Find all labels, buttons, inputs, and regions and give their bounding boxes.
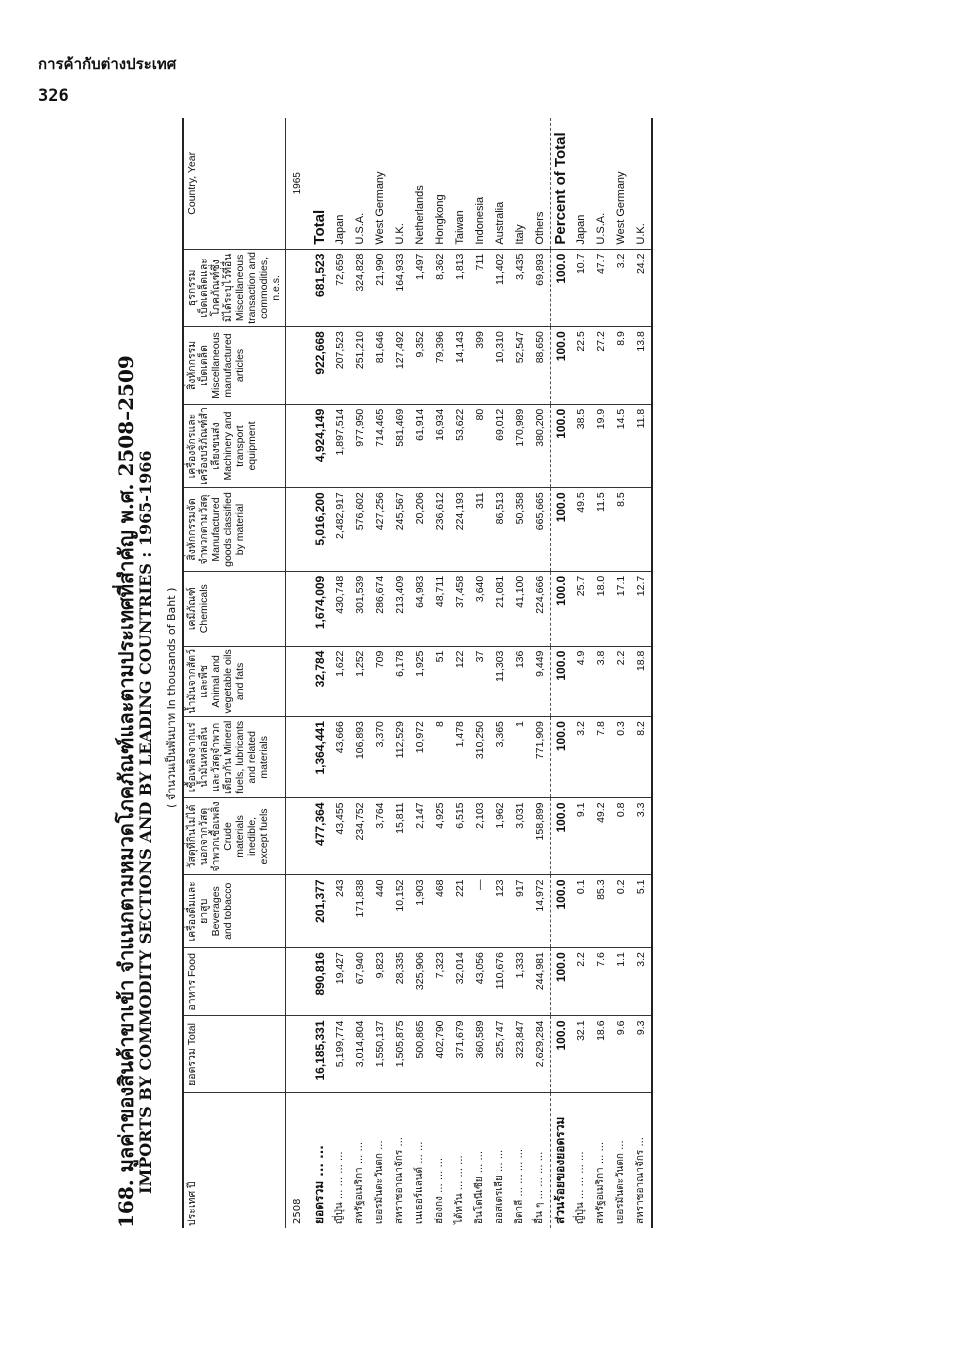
- table-cell: 18.8: [631, 646, 652, 717]
- table-row: [330, 118, 350, 1228]
- table-cell: 213,409: [390, 571, 410, 646]
- table-cell: 41,100: [510, 571, 530, 646]
- table-cell: 69,893: [530, 249, 551, 327]
- table-cell: 18.0: [591, 571, 611, 646]
- table-cell: 1: [510, 717, 530, 798]
- table-cell: 3,764: [370, 798, 390, 875]
- table-cell: 917: [510, 875, 530, 948]
- table-cell: 2.2: [571, 948, 591, 1016]
- table-cell: 19.9: [591, 404, 611, 488]
- table-cell: 43,666: [330, 717, 350, 798]
- row-label-en: Percent of Total: [550, 118, 571, 249]
- table-cell: 21,990: [370, 249, 390, 327]
- table-cell: 110,676: [490, 948, 510, 1016]
- table-cell: 10,152: [390, 875, 410, 948]
- table-cell: 9.3: [631, 1016, 652, 1093]
- table-cell: 9.6: [611, 1016, 631, 1093]
- col-header-food: อาหาร Food: [183, 948, 285, 1016]
- table-cell: 714,465: [370, 404, 390, 488]
- table-cell: 207,523: [330, 327, 350, 405]
- table-cell: 38.5: [571, 404, 591, 488]
- table-cell: 402,790: [430, 1016, 450, 1093]
- table-cell: 311: [470, 488, 490, 572]
- row-label-th: สหรัฐอเมริกา ... ...: [354, 1141, 365, 1224]
- table-cell: 10.7: [571, 249, 591, 327]
- table-cell: 32.1: [571, 1016, 591, 1093]
- table-cell: 171,838: [350, 875, 370, 948]
- table-cell: 51: [430, 646, 450, 717]
- table-row: [510, 118, 530, 1228]
- table-cell: 5.1: [631, 875, 652, 948]
- table-cell: 100.0: [550, 875, 571, 948]
- table-cell: 360,589: [470, 1016, 490, 1093]
- row-label-en: U.K.: [631, 118, 652, 249]
- col-header-country-en: Country, Year: [183, 118, 285, 249]
- table-cell: 1,622: [330, 646, 350, 717]
- row-label-th: สหราชอาณาจักร ...: [631, 1093, 652, 1228]
- table-cell: 325,747: [490, 1016, 510, 1093]
- table-cell: 18.6: [591, 1016, 611, 1093]
- table-cell: 665,665: [530, 488, 551, 572]
- table-cell: 136: [510, 646, 530, 717]
- table-cell: 1,478: [450, 717, 470, 798]
- table-cell: 0.1: [571, 875, 591, 948]
- table-cell: 100.0: [550, 717, 571, 798]
- table-cell: 3,031: [510, 798, 530, 875]
- page-section-title: การค้ากับต่างประเทศ: [38, 55, 177, 73]
- table-cell: 100.0: [550, 948, 571, 1016]
- table-cell: 80: [470, 404, 490, 488]
- table-cell: 4,925: [430, 798, 450, 875]
- table-cell: 27.2: [591, 327, 611, 405]
- table-cell: 100.0: [550, 571, 571, 646]
- table-cell: 47.7: [591, 249, 611, 327]
- rotated-table-sheet: [110, 118, 900, 1228]
- table-cell: 3.3: [631, 798, 652, 875]
- table-cell: 922,668: [310, 327, 330, 405]
- table-title-english: IMPORTS BY COMMODITY SECTIONS AND BY LEADING COUNTRIES : 1965-1966: [136, 450, 155, 1194]
- table-cell: 53,622: [450, 404, 470, 488]
- table-row: [430, 118, 450, 1228]
- table-cell: 19,427: [330, 948, 350, 1016]
- row-label-en: Total: [310, 118, 330, 249]
- table-cell: 1,897,514: [330, 404, 350, 488]
- row-label-th: เยอรมันตะวันตก ...: [615, 1140, 626, 1224]
- table-cell: 16,934: [430, 404, 450, 488]
- row-label-en: Japan: [571, 118, 591, 249]
- row-label-en: U.S.A.: [591, 118, 611, 249]
- table-row: [490, 118, 510, 1228]
- table-cell: 100.0: [550, 798, 571, 875]
- table-cell: 234,752: [350, 798, 370, 875]
- table-cell: 49.2: [591, 798, 611, 875]
- table-cell: 1,333: [510, 948, 530, 1016]
- row-label-en: Others: [530, 118, 551, 249]
- table-cell: 6,515: [450, 798, 470, 875]
- table-cell: 32,014: [450, 948, 470, 1016]
- imports-table: [182, 118, 653, 1228]
- table-row: [310, 118, 330, 1228]
- table-cell: 251,210: [350, 327, 370, 405]
- col-header-misc-transactions: ธุรกรรมเบ็ดเตล็ดและโภคภัณฑ์ซึ่งมิได้ระบุไว้ที่อื่น Miscellaneous transaction and commodities, n.e.s.: [183, 249, 285, 327]
- row-label-th: อื่น ๆ ... ... ... ...: [534, 1151, 545, 1224]
- table-row: [350, 118, 370, 1228]
- table-cell: 3.2: [631, 948, 652, 1016]
- table-cell: 2,147: [410, 798, 430, 875]
- table-cell: 52,547: [510, 327, 530, 405]
- year-label-en: 1965: [285, 118, 310, 249]
- table-cell: 380,200: [530, 404, 551, 488]
- table-cell: 323,847: [510, 1016, 530, 1093]
- table-cell: 14.5: [611, 404, 631, 488]
- table-cell: 11.8: [631, 404, 652, 488]
- table-cell: 14,143: [450, 327, 470, 405]
- table-cell: 17.1: [611, 571, 631, 646]
- table-cell: 243: [330, 875, 350, 948]
- table-cell: 3,014,804: [350, 1016, 370, 1093]
- col-header-manufactured-goods: สิ่งหักกรรมจัดจำพวกตามวัสดุ Manufactured goods classified by material: [183, 488, 285, 572]
- table-cell: 32,784: [310, 646, 330, 717]
- table-cell: 5,016,200: [310, 488, 330, 572]
- table-cell: 164,933: [390, 249, 410, 327]
- row-label-en: West Germany: [611, 118, 631, 249]
- header-row: [183, 118, 285, 1228]
- table-cell: 72,659: [330, 249, 350, 327]
- row-label-th: สหรัฐอเมริกา ... ...: [595, 1141, 606, 1224]
- table-cell: 236,612: [430, 488, 450, 572]
- table-cell: 371,679: [450, 1016, 470, 1093]
- table-cell: 127,492: [390, 327, 410, 405]
- table-cell: 2,482,917: [330, 488, 350, 572]
- table-cell: 24.2: [631, 249, 652, 327]
- table-cell: 427,256: [370, 488, 390, 572]
- table-title-thai: 168. มูลค่าของสินค้าขาเข้า จำแนกตามหมวดโภคภัณฑ์และตามประเทศที่สำคัญ พ.ศ. 2508–2509: [114, 355, 138, 1228]
- table-cell: 2,103: [470, 798, 490, 875]
- table-cell: 6,178: [390, 646, 410, 717]
- table-cell: 681,523: [310, 249, 330, 327]
- table-cell: 22.5: [571, 327, 591, 405]
- row-label-th: อินโดนีเซีย ... ...: [474, 1150, 485, 1224]
- table-cell: 43,056: [470, 948, 490, 1016]
- table-cell: 16,185,331: [310, 1016, 330, 1093]
- table-cell: 0.8: [611, 798, 631, 875]
- table-cell: 100.0: [550, 646, 571, 717]
- table-cell: 11.5: [591, 488, 611, 572]
- table-cell: 4.9: [571, 646, 591, 717]
- table-row: [550, 118, 571, 1228]
- table-cell: 11,303: [490, 646, 510, 717]
- table-cell: 1,550,137: [370, 1016, 390, 1093]
- table-cell: 9,823: [370, 948, 390, 1016]
- table-cell: 468: [430, 875, 450, 948]
- table-row: [591, 118, 611, 1228]
- table-cell: 0.3: [611, 717, 631, 798]
- row-label-en: Italy: [510, 118, 530, 249]
- table-cell: —: [470, 875, 490, 948]
- table-cell: 49.5: [571, 488, 591, 572]
- col-header-crude-materials: วัสดุที่กินไม่ได้ นอกจากวัสดุจำพวกเชื้อเพลิง Crude materials inedible, except fuels: [183, 798, 285, 875]
- table-cell: 37: [470, 646, 490, 717]
- table-cell: 100.0: [550, 249, 571, 327]
- table-row: [370, 118, 390, 1228]
- col-header-total: ยอดรวม Total: [183, 1016, 285, 1093]
- table-row: [470, 118, 490, 1228]
- table-cell: 8.2: [631, 717, 652, 798]
- table-cell: 88,650: [530, 327, 551, 405]
- table-cell: 1,252: [350, 646, 370, 717]
- table-cell: 100.0: [550, 327, 571, 405]
- table-cell: 3.2: [571, 717, 591, 798]
- table-cell: 100.0: [550, 1016, 571, 1093]
- year-row: [285, 118, 310, 1228]
- table-cell: 224,666: [530, 571, 551, 646]
- row-label-en: U.S.A.: [350, 118, 370, 249]
- table-cell: 3,370: [370, 717, 390, 798]
- table-cell: 399: [470, 327, 490, 405]
- row-label-th: ยอดรวม ... ...: [312, 1145, 326, 1224]
- table-cell: 224,193: [450, 488, 470, 572]
- table-cell: 3,365: [490, 717, 510, 798]
- row-label-en: Japan: [330, 118, 350, 249]
- row-label-en: Taiwan: [450, 118, 470, 249]
- table-cell: 50,358: [510, 488, 530, 572]
- table-cell: 890,816: [310, 948, 330, 1016]
- table-cell: 1,813: [450, 249, 470, 327]
- table-cell: 7.8: [591, 717, 611, 798]
- table-cell: 9,449: [530, 646, 551, 717]
- table-cell: 48,711: [430, 571, 450, 646]
- col-header-country-th: ประเทศ ปี: [183, 1093, 285, 1228]
- table-cell: 1,925: [410, 646, 430, 717]
- table-cell: 85.3: [591, 875, 611, 948]
- table-cell: 1,364,441: [310, 717, 330, 798]
- table-row: [410, 118, 430, 1228]
- table-cell: 3,435: [510, 249, 530, 327]
- row-label-en: Netherlands: [410, 118, 430, 249]
- row-label-en: Australia: [490, 118, 510, 249]
- table-cell: 301,539: [350, 571, 370, 646]
- table-row: [571, 118, 591, 1228]
- table-cell: 81,646: [370, 327, 390, 405]
- row-label-th: ญี่ปุ่น ... ... ... ...: [334, 1151, 345, 1224]
- table-cell: 1,505,875: [390, 1016, 410, 1093]
- table-cell: 13.8: [631, 327, 652, 405]
- table-cell: 9,352: [410, 327, 430, 405]
- table-cell: 170,989: [510, 404, 530, 488]
- table-cell: 9.1: [571, 798, 591, 875]
- table-cell: 25.7: [571, 571, 591, 646]
- table-cell: 500,865: [410, 1016, 430, 1093]
- table-cell: 61,914: [410, 404, 430, 488]
- table-cell: 15,811: [390, 798, 410, 875]
- row-label-en: Hongkong: [430, 118, 450, 249]
- table-cell: 37,458: [450, 571, 470, 646]
- table-cell: 2.2: [611, 646, 631, 717]
- table-cell: 10,310: [490, 327, 510, 405]
- table-row: [530, 118, 551, 1228]
- col-header-chemicals: เคมีภัณฑ์ Chemicals: [183, 571, 285, 646]
- table-cell: 106,893: [350, 717, 370, 798]
- col-header-beverages: เครื่องดื่มและยาสูบ Beverages and tobacco: [183, 875, 285, 948]
- table-cell: 581,469: [390, 404, 410, 488]
- table-cell: 28,335: [390, 948, 410, 1016]
- table-cell: 711: [470, 249, 490, 327]
- table-cell: 86,513: [490, 488, 510, 572]
- table-cell: 12.7: [631, 571, 652, 646]
- table-cell: 8.9: [611, 327, 631, 405]
- table-cell: 477,364: [310, 798, 330, 875]
- table-cell: 4,924,149: [310, 404, 330, 488]
- table-cell: 5,199,774: [330, 1016, 350, 1093]
- table-cell: 14,972: [530, 875, 551, 948]
- unit-note: ( จำนวนเป็นพันบาท In thousands of Baht ): [165, 587, 178, 808]
- table-cell: 158,899: [530, 798, 551, 875]
- table-cell: 576,602: [350, 488, 370, 572]
- table-cell: 8.5: [611, 488, 631, 572]
- table-cell: 69,012: [490, 404, 510, 488]
- table-cell: 325,906: [410, 948, 430, 1016]
- col-header-machinery: เครื่องจักรและเครื่องบริภัณฑ์สำเลียงขนส่ง Machinery and transport equipment: [183, 404, 285, 488]
- row-label-en: West Germany: [370, 118, 390, 249]
- table-cell: 3.2: [611, 249, 631, 327]
- table-cell: 286,674: [370, 571, 390, 646]
- table-cell: 245,567: [390, 488, 410, 572]
- table-cell: 11,402: [490, 249, 510, 327]
- table-cell: 201,377: [310, 875, 330, 948]
- col-header-misc-articles: สิ่งหักกรรมเบ็ดเตล็ด Miscellaneous manufactured articles: [183, 327, 285, 405]
- row-label-th: ไต้หวัน ... ... ...: [454, 1155, 465, 1224]
- table-cell: 8: [430, 717, 450, 798]
- table-cell: 64,983: [410, 571, 430, 646]
- table-cell: 430,748: [330, 571, 350, 646]
- row-label-th: ส่วนร้อยของยอดรวม: [550, 1093, 571, 1228]
- table-cell: 122: [450, 646, 470, 717]
- table-cell: 8,362: [430, 249, 450, 327]
- table-cell: 1,962: [490, 798, 510, 875]
- row-label-th: ฮ่องกง ... ... ...: [434, 1157, 445, 1224]
- table-cell: 244,981: [530, 948, 551, 1016]
- row-label-th: ญี่ปุ่น ... ... ... ...: [575, 1151, 586, 1224]
- row-label-en: Indonesia: [470, 118, 490, 249]
- table-row: [611, 118, 631, 1228]
- table-cell: [631, 488, 652, 572]
- row-label-th: ออสเตรเลีย ... ...: [494, 1149, 505, 1224]
- table-cell: 21,081: [490, 571, 510, 646]
- table-row: [390, 118, 410, 1228]
- table-cell: 2,629,284: [530, 1016, 551, 1093]
- row-label-th: เนเธอร์แลนด์ ... ...: [414, 1141, 425, 1224]
- table-cell: 7,323: [430, 948, 450, 1016]
- col-header-mineral-fuels: เชื้อเพลิงจากแร่ น้ำมันหล่อลื่น และวัสดุจำพวกเดียวกัน Mineral fuels, lubricants and related materials: [183, 717, 285, 798]
- table-cell: 100.0: [550, 404, 571, 488]
- table-cell: 1.1: [611, 948, 631, 1016]
- col-header-oils-fats: น้ำมันจากสัตว์และพืช Animal and vegetable oils and fats: [183, 646, 285, 717]
- table-row: [450, 118, 470, 1228]
- row-label-en: U.K.: [390, 118, 410, 249]
- table-cell: 123: [490, 875, 510, 948]
- table-cell: 112,529: [390, 717, 410, 798]
- table-cell: 709: [370, 646, 390, 717]
- table-cell: 221: [450, 875, 470, 948]
- table-cell: 10,972: [410, 717, 430, 798]
- page-number: 326: [38, 86, 69, 106]
- year-label-th: 2508: [292, 1198, 303, 1224]
- table-cell: 977,950: [350, 404, 370, 488]
- table-cell: 310,250: [470, 717, 490, 798]
- table-cell: 1,903: [410, 875, 430, 948]
- table-cell: 79,396: [430, 327, 450, 405]
- row-label-th: สหราชอาณาจักร ...: [394, 1137, 405, 1224]
- row-label-th: เยอรมันตะวันตก ...: [374, 1140, 385, 1224]
- table-cell: 1,674,009: [310, 571, 330, 646]
- table-cell: 771,909: [530, 717, 551, 798]
- table-cell: 0.2: [611, 875, 631, 948]
- table-cell: 43,455: [330, 798, 350, 875]
- table-cell: 3,640: [470, 571, 490, 646]
- table-cell: 67,940: [350, 948, 370, 1016]
- table-cell: 324,828: [350, 249, 370, 327]
- table-cell: 440: [370, 875, 390, 948]
- table-cell: 1,497: [410, 249, 430, 327]
- table-row: [631, 118, 652, 1228]
- table-cell: 3.8: [591, 646, 611, 717]
- row-label-th: อิตาลี ... ... ... ...: [514, 1148, 525, 1224]
- table-body: [285, 118, 652, 1228]
- table-cell: 7.6: [591, 948, 611, 1016]
- table-cell: 20,206: [410, 488, 430, 572]
- table-cell: 100.0: [550, 488, 571, 572]
